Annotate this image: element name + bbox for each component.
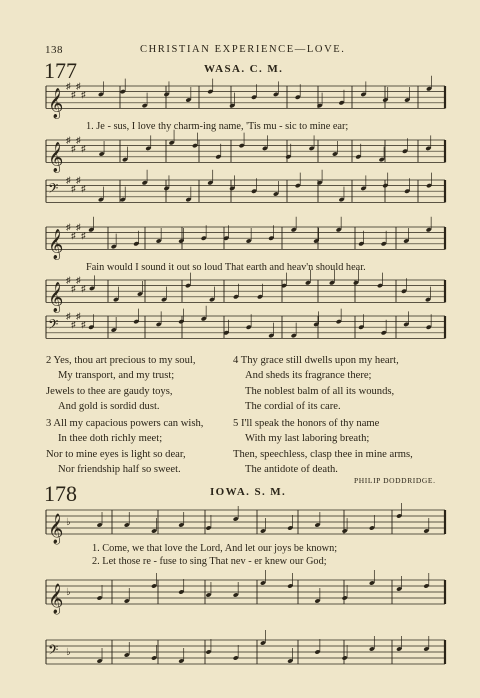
treble-clef-icon: 𝄞 [48, 282, 64, 313]
sharp-icon: ♯ [81, 230, 86, 241]
bass-clef-icon: 𝄢 [48, 316, 59, 336]
verse-line: And sheds its fragrance there; [245, 370, 372, 382]
hymn-number-177: 177 [44, 58, 77, 83]
sharp-icon: ♯ [66, 275, 71, 285]
verse-2 [46, 353, 196, 415]
sharp-icon: ♯ [76, 275, 81, 285]
sharp-icon: ♯ [76, 81, 81, 91]
sharp-icon: ♯ [76, 135, 81, 145]
verse-5 [233, 416, 413, 478]
sharp-icon: ♯ [71, 183, 76, 194]
hymn178-lyric-line-1: 1. Come, we that love the Lord, And let our joys be known; [92, 543, 338, 554]
sharp-icon: ♯ [81, 319, 86, 330]
treble-clef-icon: 𝄞 [48, 229, 64, 260]
verse-line: The noblest balm of all its wounds, [245, 385, 395, 397]
verse-line: Nor friendship half so sweet. [58, 464, 181, 476]
verse-line: With my last laboring breath; [245, 433, 370, 445]
verse-3 [46, 416, 203, 478]
sharp-icon: ♯ [71, 89, 76, 100]
tune-name-iowa: IOWA. S. M. [210, 486, 287, 498]
verse-line: My transport, and my trust; [58, 370, 175, 382]
flat-icon: ♭ [66, 517, 71, 528]
verse-line: Then, speechless, clasp thee in mine arms, [233, 448, 413, 460]
verse-line: 2 Yes, thou art precious to my soul, [46, 355, 196, 366]
sharp-icon: ♯ [66, 135, 71, 145]
verse-line: 5 I'll speak the honors of thy name [233, 418, 380, 429]
sharp-icon: ♯ [71, 283, 76, 294]
sharp-icon: ♯ [71, 230, 76, 241]
verse-line: And gold is sordid dust. [58, 401, 160, 413]
verse-4 [233, 353, 399, 415]
hymn-number-178: 178 [44, 481, 77, 506]
sharp-icon: ♯ [66, 175, 71, 185]
verse-line: Nor to mine eyes is light so dear, [46, 448, 186, 460]
treble-clef-icon: 𝄞 [48, 88, 64, 119]
verse-line: 3 All my capacious powers can wish, [46, 418, 204, 429]
sharp-icon: ♯ [66, 81, 71, 91]
author-credit: PHILIP DODDRIDGE. [354, 476, 436, 485]
bass-clef-icon: 𝄢 [48, 641, 59, 661]
verse-line: The antidote of death. [245, 464, 338, 476]
verse-line: The cordial of its care. [245, 401, 341, 413]
page-number: 138 [45, 44, 63, 56]
verse-line: In thee doth richly meet; [58, 433, 163, 445]
verse-line: 4 Thy grace still dwells upon my heart, [233, 355, 399, 366]
treble-clef-icon: 𝄞 [48, 584, 64, 614]
sharp-icon: ♯ [71, 319, 76, 330]
hymn177-lyric-line-1: 1. Je - sus, I love thy charm-ing name, 'Tis mu - sic to mine ear; [86, 121, 349, 132]
sharp-icon: ♯ [81, 283, 86, 294]
bass-clef-icon: 𝄢 [48, 180, 59, 200]
sharp-icon: ♯ [81, 183, 86, 194]
sharp-icon: ♯ [76, 175, 81, 185]
flat-icon: ♭ [66, 587, 71, 598]
sharp-icon: ♯ [76, 222, 81, 232]
sharp-icon: ♯ [81, 89, 86, 100]
hymn178-lyric-line-2: 2. Let those re - fuse to sing That nev - er knew our God; [92, 556, 327, 567]
flat-icon: ♭ [66, 647, 71, 658]
tune-name-wasa: WASA. C. M. [204, 63, 284, 75]
verse-line: Jewels to thee are gaudy toys, [46, 385, 173, 397]
sharp-icon: ♯ [71, 143, 76, 154]
sharp-icon: ♯ [81, 143, 86, 154]
sharp-icon: ♯ [66, 311, 71, 321]
sharp-icon: ♯ [66, 222, 71, 232]
section-title: CHRISTIAN EXPERIENCE—LOVE. [140, 44, 346, 55]
sharp-icon: ♯ [76, 311, 81, 321]
hymn177-lyric-line-2: Fain would I sound it out so loud That earth and heav'n should hear. [86, 262, 366, 273]
treble-clef-icon: 𝄞 [48, 142, 64, 173]
treble-clef-icon: 𝄞 [48, 514, 64, 544]
